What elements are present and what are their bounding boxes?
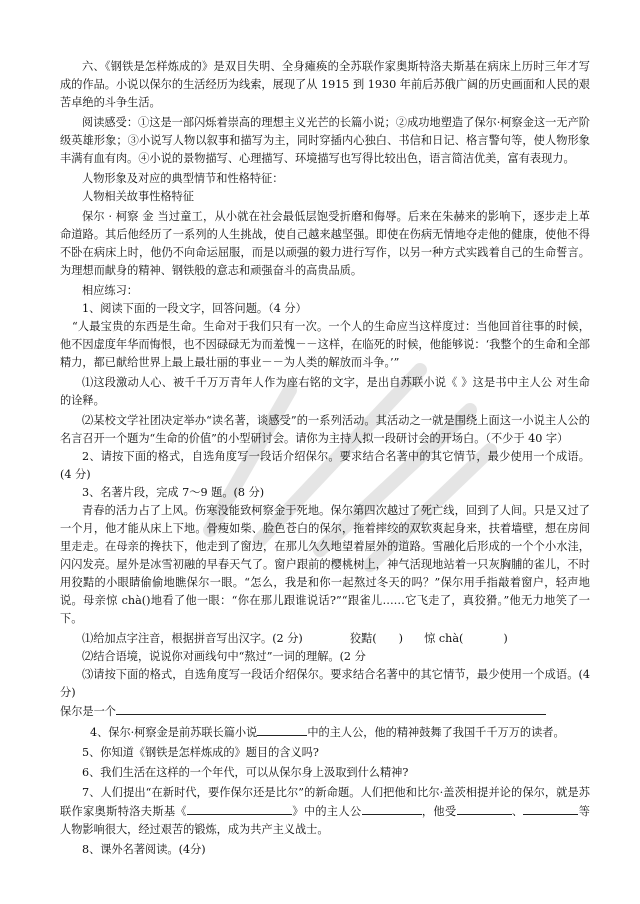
question-3a: ⑴给加点字注音，根据拼音写出汉字。(2 分) 狡黠( ) 惊 chà( )	[82, 632, 508, 645]
question-1a: ⑴这段激动人心、被千千万万青年人作为座右铭的文字，是出自苏联小说《 》这是书中主人公 对生命的诠释。	[60, 376, 590, 407]
answer-blank-7c[interactable]	[457, 802, 512, 815]
question-3: 3、名著片段，完成 7～9 题。(8 分)	[82, 486, 265, 499]
answer-blank-7b[interactable]	[362, 802, 422, 815]
reading-feel-paragraph: 阅读感受：①这是一部闪烁着崇高的理想主义光芒的长篇小说；②成功地塑造了保尔·柯察金这一无产阶级英雄形象；③小说写人物以叙事和描写为主，同时穿插内心独白、书信和日记、格言警句等，使人物形象丰满有血有肉。④小说的景物描写、心理描写、环境描写也写得比较出色，语言简洁优美，富有表现力。	[60, 116, 590, 165]
question-2: 2、请按下面的格式，自选角度写一段话介绍保尔。要求结合名著中的其它情节，最少使用一个成语。(4 分)	[60, 450, 590, 481]
question-3a-word2: 惊 chà(	[424, 632, 464, 645]
practice-heading: 相应练习：	[82, 284, 138, 297]
question-6: 6、我们生活在这样的一个年代，可以从保尔身上汲取到什么精神?	[82, 766, 409, 779]
question-3b: ⑵结合语境，说说你对画线句中“熬过”一词的理解。(2 分	[82, 650, 366, 663]
question-3c-line: 保尔是一个	[60, 702, 590, 721]
question-5: 5、你知道《钢铁是怎样炼成的》题目的含义吗?	[82, 746, 319, 759]
document-page	[60, 58, 590, 859]
table-heading: 人物相关故事性格特征	[82, 190, 194, 203]
question-3a-text: ⑴给加点字注音，根据拼音写出汉字。(2 分)	[82, 632, 303, 645]
question-3c: ⑶请按下面的格式，自选角度写一段话介绍保尔。要求结合名著中的其它情节，最少使用一个成语。(4 分)	[60, 668, 590, 699]
excerpt-paragraph: 青春的活力占了上风。伤寒没能致柯察金于死地。保尔第四次越过了死亡线，回到了人间。只是又过了一个月，他才能从床上下地。骨瘦如柴、脸色苍白的保尔，拖着摔绞的双软爽起身来，扶着墙壁，想在房间里走走。在母亲的搀扶下，他走到了窗边，在那儿久久地望着屋外的道路。雪融化后形成的一个个小水洼，闪闪发亮。屋外是冰雪初融的早春天气了。窗户跟前的樱桃树上，神气活现地站着一只灰胸脯的雀儿，不时用狡黠的小眼睛偷偷地瞧保尔一眼。“怎么，我是和你一起熬过冬天的吗？”保尔用手指敲着窗户，轻声地说。母亲惊 chà()地看了他一眼：“你在那儿跟谁说话?”“跟雀儿……它飞走了，真狡猾。”他无力地笑了一下。	[60, 504, 590, 625]
answer-blank-4[interactable]	[257, 723, 307, 736]
question-1b: ⑵某校文学社团决定举办“读名著，谈感受”的一系列活动。其活动之一就是围绕上面这一小说主人公的名言召开一个题为“生命的价值”的小型研讨会。请你为主持人拟一段研讨会的开场白。（不少于 40 字）	[60, 414, 590, 445]
question-4: 4、保尔·柯察金是前苏联长篇小说 中的主人公，他的精神鼓舞了我国千千万万的读者。	[60, 723, 590, 742]
answer-blank-7a[interactable]	[187, 802, 292, 815]
pavel-paragraph: 保尔 · 柯察 金 当过童工，从小就在社会最低层饱受折磨和侮辱。后来在朱赫来的影响下，逐步走上革命道路。其后他经历了一系列的人生挑战，使自己越来越坚强。即使在伤病无情地夺走他的健康，使他不得不卧在病床上时，他仍不向命运屈服，而是以顽强的毅力进行写作，以另一种方式实践着自己的生命誓言。为理想而献身的精神、钢铁般的意志和顽强奋斗的高贵品质。	[60, 210, 590, 277]
answer-blank-7d[interactable]	[523, 802, 578, 815]
intro-paragraph: 六、《钢铁是怎样炼成的》是双目失明、全身瘫痪的全苏联作家奥斯特洛夫斯基在病床上历时三年才写成的作品。小说以保尔的生活经历为线索，展现了从 1915 到 1930 年前后苏俄广阔的历史画面和人民的艰苦卓绝的斗争生活。	[60, 60, 590, 109]
question-7: 7、人们提出“在新时代，要作保尔还是比尔”的新命题。人们把他和比尔·盖茨相提并论的保尔，就是苏联作家奥斯特洛夫斯基《 》中的主人公 ，他受 、 等人物影响很大，经过艰苦的锻炼，成为共产主义战士。	[60, 786, 590, 836]
question-8: 8、课外名著阅读。(4分)	[82, 843, 206, 856]
quote-paragraph: “人最宝贵的东西是生命。生命对于我们只有一次。一个人的生命应当这样度过：当他回首往事的时候，他不因虚度年华而悔恨，也不因碌碌无为而羞愧－－这样，在临死的时候，他能够说：‘我整个的生命和全部精力，都已献给世界上最上最壮丽的事业－－为人类的解放而斗争。’”	[60, 320, 590, 369]
answer-blank-3c[interactable]	[116, 702, 546, 715]
character-heading: 人物形象及对应的典型情节和性格特征：	[82, 172, 284, 185]
question-1: 1、阅读下面的一段文字，回答问题。（4 分）	[82, 302, 307, 315]
question-3a-word1: 狡黠(	[349, 632, 377, 645]
